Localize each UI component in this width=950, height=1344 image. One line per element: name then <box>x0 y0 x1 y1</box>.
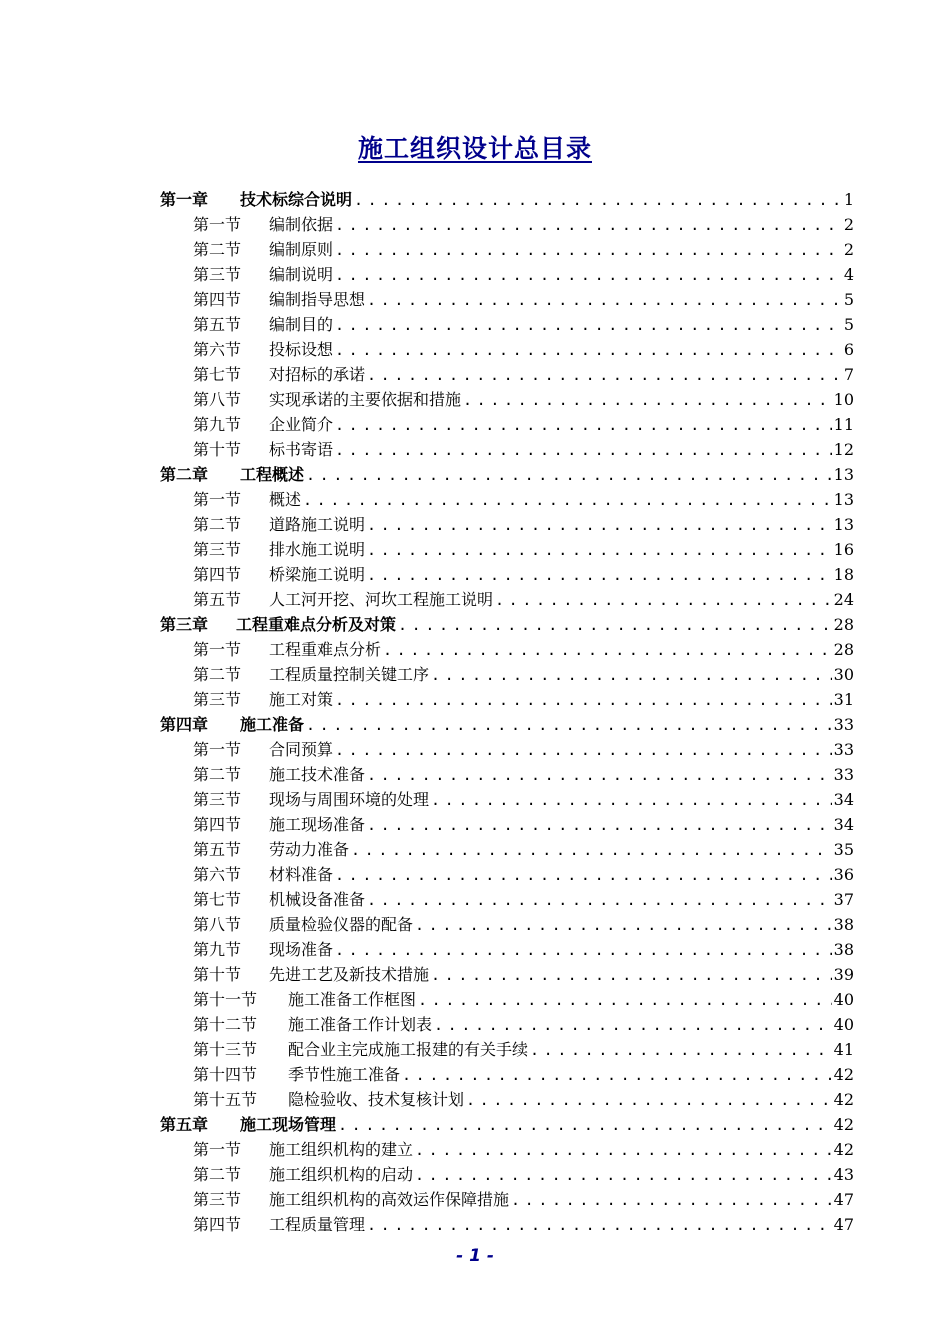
toc-entry-page: 28 <box>833 615 854 634</box>
toc-entry-title: 工程重难点分析及对策 <box>236 615 397 634</box>
toc-entry-number: 第一节 <box>193 1140 242 1159</box>
toc-entry-title: 施工对策 <box>269 690 334 709</box>
toc-entry-page: 31 <box>833 690 854 709</box>
toc-section-entry[interactable] <box>193 662 854 686</box>
toc-section-entry[interactable] <box>193 1012 854 1036</box>
toc-entry-title: 工程重难点分析 <box>269 640 382 659</box>
toc-entry-title: 编制指导思想 <box>269 290 366 309</box>
toc-section-entry[interactable] <box>193 787 854 811</box>
toc-entry-number: 第三节 <box>193 790 242 809</box>
toc-entry-page: 42 <box>833 1140 854 1159</box>
toc-entry-page: 40 <box>833 990 854 1009</box>
toc-leader-dots <box>367 364 842 386</box>
toc-entry-page: 28 <box>833 640 854 659</box>
toc-entry-page: 2 <box>843 240 854 259</box>
toc-leader-dots <box>431 964 832 986</box>
toc-entry-title: 施工现场准备 <box>269 815 366 834</box>
toc-section-entry[interactable] <box>193 537 854 561</box>
toc-leader-dots <box>463 389 832 411</box>
toc-entry-number: 第五节 <box>193 590 242 609</box>
toc-entry-title: 现场与周围环境的处理 <box>269 790 430 809</box>
toc-entry-number: 第五节 <box>193 840 242 859</box>
toc-leader-dots <box>367 564 832 586</box>
toc-entry-number: 第十四节 <box>193 1065 258 1084</box>
toc-leader-dots <box>383 639 832 661</box>
toc-leader-dots <box>335 939 832 961</box>
toc-section-entry[interactable] <box>193 762 854 786</box>
toc-entry-number: 第三节 <box>193 265 242 284</box>
toc-entry-number: 第一节 <box>193 640 242 659</box>
toc-entry-page: 39 <box>833 965 854 984</box>
toc-leader-dots <box>367 539 832 561</box>
toc-section-entry[interactable] <box>193 637 854 661</box>
toc-section-entry[interactable] <box>193 487 854 511</box>
toc-entry-page: 36 <box>833 865 854 884</box>
toc-leader-dots <box>306 464 832 486</box>
toc-section-entry[interactable] <box>193 837 854 861</box>
toc-entry-number: 第六节 <box>193 865 242 884</box>
toc-entry-title: 隐检验收、技术复核计划 <box>288 1090 465 1109</box>
toc-leader-dots <box>335 264 842 286</box>
toc-leader-dots <box>367 289 842 311</box>
toc-entry-number: 第二章 <box>160 465 209 484</box>
toc-entry-title: 排水施工说明 <box>269 540 366 559</box>
toc-entry-number: 第四节 <box>193 815 242 834</box>
toc-leader-dots <box>530 1039 832 1061</box>
toc-chapter-entry[interactable] <box>160 712 854 736</box>
toc-entry-title: 质量检验仪器的配备 <box>269 915 414 934</box>
toc-entry-title: 施工准备工作框图 <box>288 990 417 1009</box>
toc-leader-dots <box>335 339 842 361</box>
toc-entry-page: 2 <box>843 215 854 234</box>
toc-leader-dots <box>367 514 832 536</box>
toc-entry-title: 施工组织机构的高效运作保障措施 <box>269 1190 510 1209</box>
toc-section-entry[interactable] <box>193 937 854 961</box>
toc-section-entry[interactable] <box>193 912 854 936</box>
toc-leader-dots <box>351 839 832 861</box>
toc-leader-dots <box>306 714 832 736</box>
toc-entry-title: 配合业主完成施工报建的有关手续 <box>288 1040 529 1059</box>
toc-entry-page: 34 <box>833 815 854 834</box>
toc-section-entry[interactable] <box>193 562 854 586</box>
toc-leader-dots <box>338 1114 832 1136</box>
toc-section-entry[interactable] <box>193 362 854 386</box>
toc-entry-number: 第十节 <box>193 440 242 459</box>
toc-entry-title: 编制依据 <box>269 215 334 234</box>
toc-entry-title: 合同预算 <box>269 740 334 759</box>
toc-section-entry[interactable] <box>193 737 854 761</box>
toc-entry-number: 第二节 <box>193 1165 242 1184</box>
toc-entry-number: 第三章 <box>160 615 209 634</box>
toc-entry-title: 工程质量管理 <box>269 1215 366 1234</box>
toc-leader-dots <box>415 914 832 936</box>
toc-entry-number: 第七节 <box>193 365 242 384</box>
toc-section-entry[interactable] <box>193 1037 854 1061</box>
toc-section-entry[interactable] <box>193 1137 854 1161</box>
toc-entry-page: 13 <box>833 490 854 509</box>
toc-entry-number: 第四节 <box>193 290 242 309</box>
toc-section-entry[interactable] <box>193 412 854 436</box>
toc-entry-page: 7 <box>843 365 854 384</box>
toc-entry-page: 30 <box>833 665 854 684</box>
toc-section-entry[interactable] <box>193 262 854 286</box>
toc-section-entry[interactable] <box>193 1087 854 1111</box>
toc-entry-number: 第二节 <box>193 665 242 684</box>
toc-section-entry[interactable] <box>193 287 854 311</box>
toc-section-entry[interactable] <box>193 862 854 886</box>
toc-entry-title: 人工河开挖、河坎工程施工说明 <box>269 590 494 609</box>
toc-section-entry[interactable] <box>193 1062 854 1086</box>
toc-entry-number: 第十二节 <box>193 1015 258 1034</box>
toc-entry-title: 技术标综合说明 <box>240 190 353 209</box>
toc-leader-dots <box>415 1164 832 1186</box>
toc-entry-page: 10 <box>833 390 854 409</box>
toc-leader-dots <box>418 989 832 1011</box>
toc-section-entry[interactable] <box>193 687 854 711</box>
toc-entry-number: 第二节 <box>193 765 242 784</box>
toc-entry-title: 材料准备 <box>269 865 334 884</box>
toc-entry-number: 第一章 <box>160 190 209 209</box>
toc-entry-page: 42 <box>833 1090 854 1109</box>
toc-entry-number: 第十五节 <box>193 1090 258 1109</box>
toc-entry-page: 47 <box>833 1215 854 1234</box>
toc-entry-title: 企业简介 <box>269 415 334 434</box>
toc-section-entry[interactable] <box>193 587 854 611</box>
toc-section-entry[interactable] <box>193 812 854 836</box>
toc-leader-dots <box>434 1014 832 1036</box>
toc-entry-page: 16 <box>833 540 854 559</box>
toc-leader-dots <box>431 789 832 811</box>
toc-leader-dots <box>367 889 832 911</box>
toc-entry-page: 41 <box>833 1040 854 1059</box>
toc-leader-dots <box>335 214 842 236</box>
toc-entry-title: 编制目的 <box>269 315 334 334</box>
toc-entry-number: 第三节 <box>193 540 242 559</box>
toc-entry-number: 第四节 <box>193 1215 242 1234</box>
toc-entry-page: 4 <box>843 265 854 284</box>
toc-entry-number: 第三节 <box>193 690 242 709</box>
toc-entry-number: 第四章 <box>160 715 209 734</box>
toc-entry-title: 施工组织机构的建立 <box>269 1140 414 1159</box>
toc-entry-number: 第二节 <box>193 515 242 534</box>
toc-chapter-entry[interactable] <box>160 612 854 636</box>
toc-leader-dots <box>495 589 832 611</box>
toc-entry-page: 12 <box>833 440 854 459</box>
toc-entry-page: 37 <box>833 890 854 909</box>
toc-leader-dots <box>367 764 832 786</box>
toc-entry-number: 第二节 <box>193 240 242 259</box>
toc-entry-number: 第一节 <box>193 740 242 759</box>
toc-entry-page: 38 <box>833 940 854 959</box>
toc-entry-page: 13 <box>833 515 854 534</box>
toc-entry-page: 18 <box>833 565 854 584</box>
toc-leader-dots <box>335 239 842 261</box>
toc-entry-number: 第四节 <box>193 565 242 584</box>
toc-section-entry[interactable] <box>193 962 854 986</box>
toc-entry-number: 第五章 <box>160 1115 209 1134</box>
toc-section-entry[interactable] <box>193 312 854 336</box>
toc-entry-title: 编制原则 <box>269 240 334 259</box>
toc-leader-dots <box>335 314 842 336</box>
toc-entry-page: 5 <box>843 290 854 309</box>
toc-entry-number: 第八节 <box>193 390 242 409</box>
toc-entry-page: 33 <box>833 765 854 784</box>
toc-entry-title: 先进工艺及新技术措施 <box>269 965 430 984</box>
toc-entry-title: 投标设想 <box>269 340 334 359</box>
toc-section-entry[interactable] <box>193 1187 854 1211</box>
toc-entry-page: 35 <box>833 840 854 859</box>
toc-entry-title: 概述 <box>269 490 302 509</box>
toc-leader-dots <box>335 689 832 711</box>
toc-entry-number: 第三节 <box>193 1190 242 1209</box>
toc-chapter-entry[interactable] <box>160 462 854 486</box>
toc-chapter-entry[interactable] <box>160 1112 854 1136</box>
toc-entry-title: 工程质量控制关键工序 <box>269 665 430 684</box>
document-title: 施工组织设计总目录 <box>357 134 592 163</box>
toc-entry-title: 机械设备准备 <box>269 890 366 909</box>
toc-entry-number: 第七节 <box>193 890 242 909</box>
toc-chapter-entry[interactable] <box>160 187 854 211</box>
toc-section-entry[interactable] <box>193 337 854 361</box>
toc-section-entry[interactable] <box>193 1212 854 1236</box>
toc-section-entry[interactable] <box>193 987 854 1011</box>
toc-entry-number: 第一节 <box>193 215 242 234</box>
toc-entry-number: 第八节 <box>193 915 242 934</box>
toc-entry-title: 桥梁施工说明 <box>269 565 366 584</box>
toc-section-entry[interactable] <box>193 212 854 236</box>
toc-entry-title: 道路施工说明 <box>269 515 366 534</box>
toc-section-entry[interactable] <box>193 237 854 261</box>
toc-entry-title: 标书寄语 <box>269 440 334 459</box>
toc-entry-title: 施工现场管理 <box>240 1115 337 1134</box>
toc-entry-number: 第六节 <box>193 340 242 359</box>
toc-section-entry[interactable] <box>193 1162 854 1186</box>
toc-section-entry[interactable] <box>193 437 854 461</box>
toc-entry-page: 24 <box>833 590 854 609</box>
toc-entry-number: 第九节 <box>193 415 242 434</box>
toc-leader-dots <box>367 1214 832 1236</box>
toc-leader-dots <box>402 1064 832 1086</box>
toc-entry-number: 第九节 <box>193 940 242 959</box>
toc-leader-dots <box>335 739 832 761</box>
toc-entry-page: 11 <box>833 415 854 434</box>
toc-leader-dots <box>431 664 832 686</box>
toc-entry-number: 第十节 <box>193 965 242 984</box>
toc-entry-page: 33 <box>833 715 854 734</box>
toc-entry-page: 43 <box>833 1165 854 1184</box>
toc-entry-title: 编制说明 <box>269 265 334 284</box>
toc-entry-title: 季节性施工准备 <box>288 1065 401 1084</box>
toc-entry-page: 34 <box>833 790 854 809</box>
toc-entry-number: 第十一节 <box>193 990 258 1009</box>
toc-entry-title: 施工组织机构的启动 <box>269 1165 414 1184</box>
toc-entry-title: 施工准备 <box>240 715 305 734</box>
toc-entry-number: 第十三节 <box>193 1040 258 1059</box>
toc-entry-title: 劳动力准备 <box>269 840 350 859</box>
toc-entry-page: 42 <box>833 1115 854 1134</box>
toc-entry-page: 5 <box>843 315 854 334</box>
toc-entry-page: 42 <box>833 1065 854 1084</box>
toc-entry-page: 40 <box>833 1015 854 1034</box>
toc-section-entry[interactable] <box>193 512 854 536</box>
toc-entry-title: 现场准备 <box>269 940 334 959</box>
toc-entry-title: 工程概述 <box>240 465 305 484</box>
toc-entry-number: 第五节 <box>193 315 242 334</box>
toc-section-entry[interactable] <box>193 887 854 911</box>
toc-leader-dots <box>367 814 832 836</box>
toc-leader-dots <box>335 439 832 461</box>
toc-section-entry[interactable] <box>193 387 854 411</box>
toc-entry-title: 施工准备工作计划表 <box>288 1015 433 1034</box>
toc-entry-page: 1 <box>843 190 854 209</box>
toc-entry-number: 第一节 <box>193 490 242 509</box>
toc-leader-dots <box>466 1089 832 1111</box>
toc-leader-dots <box>354 189 842 211</box>
toc-leader-dots <box>335 414 832 436</box>
toc-entry-title: 施工技术准备 <box>269 765 366 784</box>
toc-leader-dots <box>398 614 832 636</box>
toc-leader-dots <box>511 1189 832 1211</box>
toc-entry-page: 38 <box>833 915 854 934</box>
toc-leader-dots <box>415 1139 832 1161</box>
toc-entry-page: 6 <box>843 340 854 359</box>
page-number-footer: - 1 - <box>456 1246 494 1266</box>
toc-entry-page: 47 <box>833 1190 854 1209</box>
toc-entry-page: 13 <box>833 465 854 484</box>
toc-entry-page: 33 <box>833 740 854 759</box>
toc-entry-title: 实现承诺的主要依据和措施 <box>269 390 462 409</box>
toc-leader-dots <box>303 489 832 511</box>
toc-leader-dots <box>335 864 832 886</box>
toc-entry-title: 对招标的承诺 <box>269 365 366 384</box>
